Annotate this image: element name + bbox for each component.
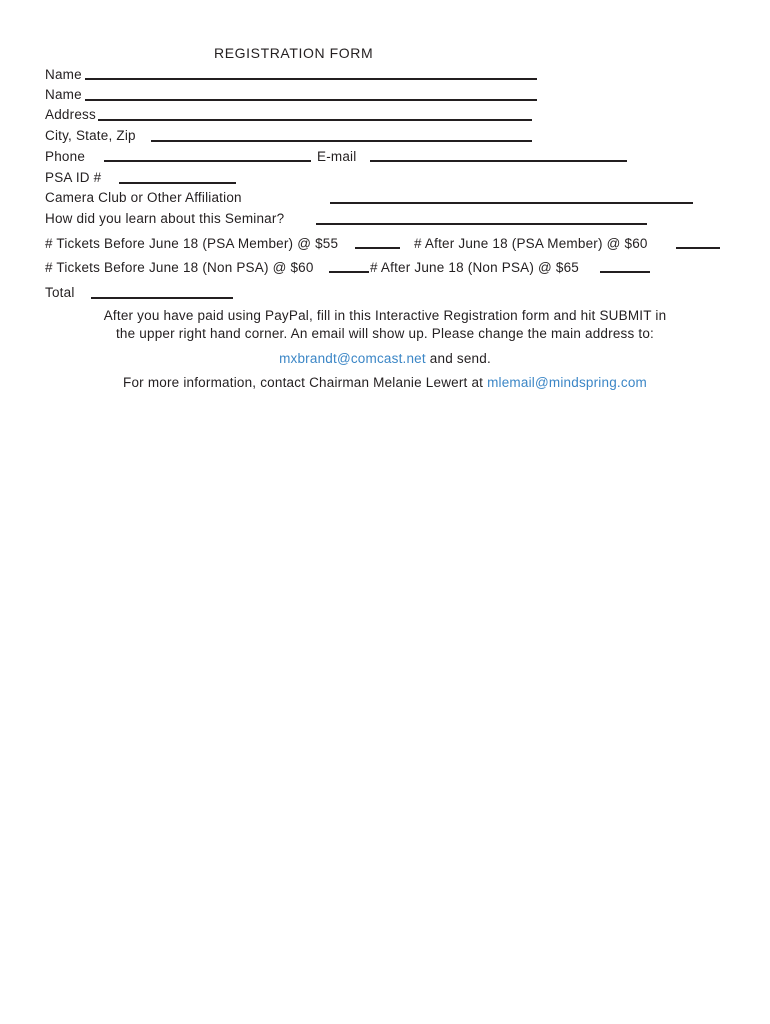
psa-id-field[interactable] — [119, 182, 236, 184]
form-title: REGISTRATION FORM — [214, 45, 374, 61]
city-state-zip-label: City, State, Zip — [45, 128, 136, 143]
name-field-2[interactable] — [85, 99, 537, 101]
name-label: Name — [45, 67, 82, 82]
mxbrandt-email-link[interactable]: mxbrandt@comcast.net — [279, 351, 426, 366]
mlemail-email-link[interactable]: mlemail@mindspring.com — [487, 375, 647, 390]
tickets-non-psa-before-field[interactable] — [329, 271, 369, 273]
tickets-psa-after-field[interactable] — [676, 247, 720, 249]
total-field[interactable] — [91, 297, 233, 299]
tickets-non-psa-before-label: # Tickets Before June 18 (Non PSA) @ $60 — [45, 260, 314, 275]
and-send-text: and send. — [425, 351, 491, 366]
instructions-line-1: After you have paid using PayPal, fill in this Interactive Registration form and hit SUBMIT in — [103, 308, 667, 323]
email-field[interactable] — [370, 160, 627, 162]
address-field[interactable] — [98, 119, 532, 121]
email-label: E-mail — [317, 149, 357, 164]
learn-about-field[interactable] — [316, 223, 647, 225]
contact-line — [0, 374, 770, 392]
learn-about-label: How did you learn about this Seminar? — [45, 211, 285, 226]
city-state-zip-field[interactable] — [151, 140, 532, 142]
address-label: Address — [45, 107, 96, 122]
tickets-psa-before-field[interactable] — [355, 247, 400, 249]
tickets-psa-after-label: # After June 18 (PSA Member) @ $60 — [414, 236, 648, 251]
name-label-2: Name — [45, 87, 82, 102]
psa-id-label: PSA ID # — [45, 170, 102, 185]
camera-club-field[interactable] — [330, 202, 693, 204]
phone-label: Phone — [45, 149, 86, 164]
tickets-psa-before-label: # Tickets Before June 18 (PSA Member) @ $55 — [45, 236, 339, 251]
phone-field[interactable] — [104, 160, 311, 162]
total-label: Total — [45, 285, 75, 300]
name-field-1[interactable] — [85, 78, 537, 80]
send-to-line — [0, 350, 770, 368]
instructions-line-2: the upper right hand corner. An email will show up. Please change the main address to: — [115, 326, 654, 341]
tickets-non-psa-after-field[interactable] — [600, 271, 650, 273]
contact-prefix-text: For more information, contact Chairman Melanie Lewert at — [123, 375, 488, 390]
tickets-non-psa-after-label: # After June 18 (Non PSA) @ $65 — [370, 260, 580, 275]
camera-club-label: Camera Club or Other Affiliation — [45, 190, 242, 205]
